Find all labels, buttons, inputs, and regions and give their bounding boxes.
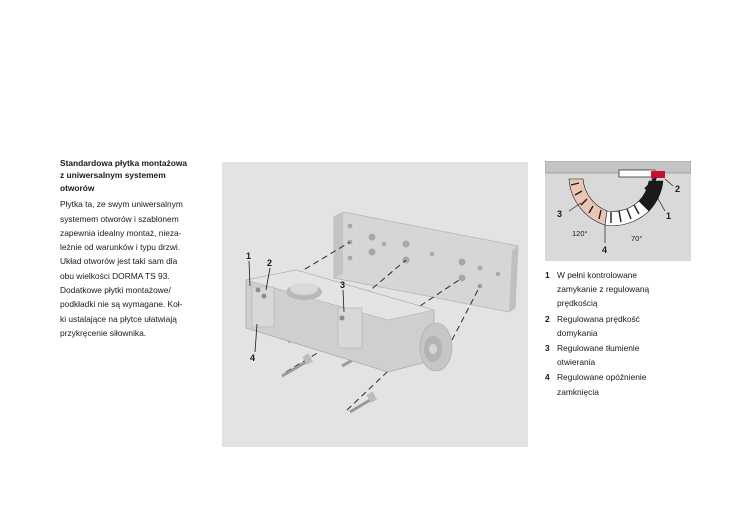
description-text — [60, 197, 210, 340]
heading-line: z uniwersalnym systemem — [60, 170, 166, 181]
heading-line: otworów — [60, 182, 95, 193]
legend-text-line: Regulowana prędkość — [557, 313, 640, 324]
figure-callout-2: 2 — [267, 258, 273, 268]
text-line: systemem otworów i szablonem — [60, 213, 179, 224]
heading-line: Standardowa płytka montażowa — [60, 158, 188, 168]
door-closer-illustration — [222, 162, 528, 447]
legend-item — [545, 341, 715, 369]
legend-item — [545, 370, 715, 398]
text-line: podkładki nie są wymagane. Koł- — [60, 299, 183, 310]
legend-number: 3 — [545, 343, 550, 354]
legend-text-line: otwierania — [557, 357, 596, 368]
text-line: Układ otworów jest taki sam dla — [60, 256, 178, 267]
diagram-callout-3: 3 — [557, 209, 563, 219]
text-line: Płytka ta, ze swym uniwersalnym — [60, 199, 183, 210]
door-closer-mounting-figure — [222, 162, 528, 447]
diagram-callout-1: 1 — [666, 211, 672, 221]
text-line: ki ustalające na płytce ułatwiają — [60, 313, 177, 324]
legend-item — [545, 268, 715, 311]
angle-label-120: 120° — [572, 229, 588, 238]
angle-label-70: 70° — [631, 234, 643, 243]
diagram-callout-2: 2 — [675, 184, 681, 194]
legend-text-line: Regulowane opóźnienie — [557, 372, 647, 383]
legend-number: 4 — [545, 372, 550, 383]
figure-callout-4: 4 — [250, 353, 256, 363]
figure-callout-1: 1 — [246, 251, 252, 261]
legend-text-line: prędkością — [557, 298, 598, 309]
section-heading — [60, 157, 210, 194]
legend-text-line: Regulowane tłumienie — [557, 343, 640, 354]
legend-text-line: domykania — [557, 327, 598, 338]
diagram-callout-4: 4 — [602, 245, 608, 255]
closing-range-illustration — [545, 161, 691, 261]
feature-legend — [545, 268, 715, 400]
text-line: zapewnia idealny montaż, nieza- — [60, 227, 182, 238]
closing-range-diagram — [545, 161, 691, 261]
legend-number: 1 — [545, 270, 550, 280]
text-line: leżnie od warunków i typu drzwi. — [60, 242, 181, 253]
text-line: przykręcenie siłownika. — [60, 327, 147, 338]
description-block — [60, 157, 210, 340]
legend-text-line: zamykanie z regulowaną — [557, 284, 650, 295]
text-line: obu wielkości DORMA TS 93. — [60, 270, 170, 281]
legend-item — [545, 312, 715, 340]
text-line: Dodatkowe płytki montażowe/ — [60, 285, 171, 295]
legend-number: 2 — [545, 313, 550, 324]
legend-text-line: zamknięcia — [557, 386, 599, 397]
figure-callout-3: 3 — [340, 280, 346, 290]
legend-text-line: W pełni kontrolowane — [557, 270, 638, 280]
